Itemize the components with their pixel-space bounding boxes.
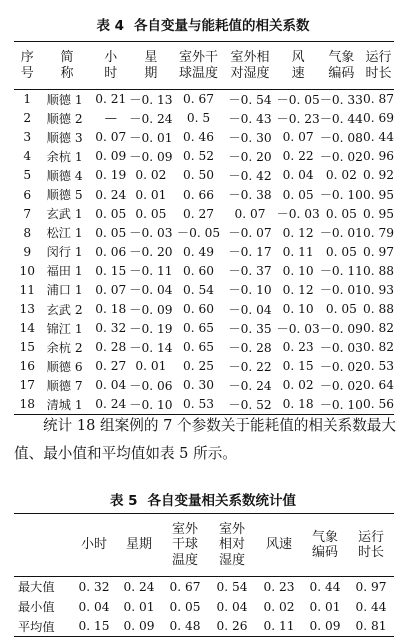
table4-header-text: 号 bbox=[20, 65, 34, 81]
table4-cell: 6 bbox=[23, 187, 32, 202]
table4-cell: 0. 07 bbox=[95, 130, 127, 145]
table5-cell: 0. 01 bbox=[309, 599, 341, 614]
table4-header-text: 星 bbox=[144, 50, 158, 65]
table4-cell: －0. 38 bbox=[228, 188, 272, 203]
table4-cell: 0. 46 bbox=[183, 130, 215, 145]
table4-cell: 0. 15 bbox=[95, 263, 127, 278]
table4-cell: 2 bbox=[23, 111, 32, 126]
table4-row bbox=[14, 376, 394, 395]
table5-cell: 0. 09 bbox=[309, 619, 341, 634]
table4-cell: －0. 20 bbox=[129, 245, 173, 260]
table5-header-text: 小时 bbox=[80, 537, 107, 553]
table4-cell: －0. 10 bbox=[228, 283, 272, 298]
table4-cell: 0. 05 bbox=[135, 206, 167, 221]
table4-cell: 0. 05 bbox=[325, 206, 357, 221]
table4-cell: －0. 01 bbox=[129, 130, 173, 145]
table4-cell: 0. 44 bbox=[362, 130, 394, 145]
table4-header-text: 对湿度 bbox=[230, 65, 270, 81]
table5-cell: 0. 01 bbox=[123, 599, 155, 614]
table4-cell: －0. 09 bbox=[319, 321, 363, 336]
table5-row bbox=[14, 577, 394, 597]
table4-cell: 顺德 3 bbox=[46, 130, 83, 145]
table4-cell: 0. 49 bbox=[183, 244, 215, 259]
table4-header-text: 编码 bbox=[328, 65, 355, 81]
table4-cell: 闵行 1 bbox=[46, 245, 83, 260]
table4-cell: －0. 03 bbox=[129, 226, 173, 241]
table5-cell: 0. 48 bbox=[169, 619, 201, 634]
table4-cell: 玄武 1 bbox=[46, 207, 83, 222]
table4-header-text: 室外干 bbox=[179, 50, 219, 65]
table5-cell: 0. 24 bbox=[123, 579, 155, 594]
table5-header-cell bbox=[162, 514, 208, 577]
table5-row bbox=[14, 597, 394, 617]
table5-cell: 0. 05 bbox=[169, 599, 201, 614]
table4-cell: 0. 24 bbox=[95, 187, 127, 202]
table5-cell: 0. 97 bbox=[355, 579, 387, 594]
table4-cell: 锦江 1 bbox=[46, 321, 83, 336]
table4-cell: －0. 11 bbox=[129, 264, 173, 279]
table4-cell: 0. 12 bbox=[282, 225, 314, 240]
table4-cell: 0. 69 bbox=[362, 111, 394, 126]
table4-row bbox=[14, 242, 394, 261]
table4-header-cell bbox=[277, 42, 320, 90]
table4-cell: 顺德 5 bbox=[46, 188, 83, 203]
table4-cell: －0. 02 bbox=[319, 149, 363, 164]
table4-cell: 0. 05 bbox=[95, 225, 127, 240]
table4-cell: 0. 02 bbox=[135, 168, 167, 183]
table4-cell: －0. 10 bbox=[319, 188, 363, 203]
table4-number: 表 4 bbox=[96, 18, 125, 34]
table5-header-cell bbox=[256, 514, 302, 577]
table5-number: 表 5 bbox=[109, 493, 138, 509]
table5-header-text: 运行 bbox=[357, 529, 384, 545]
table4-header-text: 序 bbox=[20, 50, 34, 65]
table4-cell: 0. 54 bbox=[183, 282, 215, 297]
table4-cell: －0. 01 bbox=[319, 226, 363, 241]
table4-cell: －0. 11 bbox=[319, 264, 363, 279]
table4-header-cell bbox=[128, 42, 173, 90]
table5-header-text: 干球 bbox=[171, 537, 198, 553]
table4-caption bbox=[0, 14, 406, 34]
table4-cell: －0. 35 bbox=[228, 321, 272, 336]
table4-header-cell bbox=[224, 42, 277, 90]
table4-row bbox=[14, 319, 394, 338]
table4-cell: 0. 27 bbox=[95, 359, 127, 374]
table4-row bbox=[14, 128, 394, 147]
table4-cell: －0. 09 bbox=[129, 149, 173, 164]
table5-cell: 0. 44 bbox=[309, 579, 341, 594]
table4-header-cell bbox=[93, 42, 128, 90]
table5-cell: 0. 67 bbox=[169, 579, 201, 594]
table4-cell: 18 bbox=[19, 397, 36, 412]
table4-cell: 14 bbox=[19, 321, 36, 336]
table4-cell: 0. 82 bbox=[362, 321, 394, 336]
table4-row bbox=[14, 90, 394, 109]
table5-cell: 平均值 bbox=[18, 619, 55, 634]
table4-cell: －0. 42 bbox=[228, 168, 272, 183]
table4-cell: －0. 44 bbox=[319, 111, 363, 126]
table4-header-text: 气象 bbox=[328, 50, 355, 65]
table4-cell: 0. 64 bbox=[362, 378, 394, 393]
table4-cell: 0. 05 bbox=[282, 187, 314, 202]
table4-cell: 0. 22 bbox=[282, 149, 314, 164]
table4-cell: 11 bbox=[19, 282, 36, 297]
table4-cell: －0. 03 bbox=[276, 321, 320, 336]
table4-cell: －0. 10 bbox=[319, 397, 363, 412]
table4-cell: 5 bbox=[23, 168, 32, 183]
table4-cell: －0. 06 bbox=[129, 378, 173, 393]
table4-cell: 0. 04 bbox=[95, 378, 127, 393]
table4-cell: 0. 95 bbox=[362, 187, 394, 202]
table4-cell: 0. 65 bbox=[183, 321, 215, 336]
table4-cell: 0. 52 bbox=[183, 149, 215, 164]
table4-cell: －0. 04 bbox=[228, 302, 272, 317]
table4-cell: 16 bbox=[19, 359, 36, 374]
table5-header-cell bbox=[348, 514, 394, 577]
table4-cell: －0. 05 bbox=[276, 92, 320, 107]
table4-cell: 0. 18 bbox=[282, 397, 314, 412]
table5-cell: 0. 32 bbox=[78, 579, 110, 594]
table4-cell: 0. 53 bbox=[183, 397, 215, 412]
table4-cell: 0. 15 bbox=[282, 359, 314, 374]
table5-cell: 最大值 bbox=[18, 580, 55, 595]
table5-cell: 最小值 bbox=[18, 600, 55, 614]
table4-cell: －0. 03 bbox=[276, 207, 320, 222]
table4-cell: 0. 60 bbox=[183, 302, 215, 317]
table4-cell: 4 bbox=[23, 149, 32, 164]
table4-cell: 0. 60 bbox=[183, 263, 215, 278]
table4-cell: －0. 24 bbox=[129, 111, 173, 126]
table4-cell: 0. 27 bbox=[183, 206, 215, 221]
table4-cell: －0. 28 bbox=[228, 340, 272, 355]
table4-cell: 0. 93 bbox=[362, 282, 394, 297]
table5-header-cell bbox=[72, 514, 116, 577]
table4-cell: 0. 88 bbox=[362, 302, 394, 317]
table4-cell: 清城 1 bbox=[46, 397, 83, 412]
table5-header-text: 时长 bbox=[357, 545, 384, 560]
table4-cell: 3 bbox=[23, 130, 32, 145]
table4-cell: －0. 01 bbox=[319, 283, 363, 298]
table4-row bbox=[14, 338, 394, 357]
table4-cell: 0. 67 bbox=[183, 92, 215, 107]
table4-cell: －0. 02 bbox=[319, 359, 363, 374]
table4-cell: 0. 82 bbox=[362, 340, 394, 355]
table5-cell: 0. 23 bbox=[263, 579, 295, 594]
table4-header-row bbox=[14, 42, 394, 90]
table4-cell: 9 bbox=[23, 244, 32, 259]
table5-cell: 0. 04 bbox=[78, 599, 110, 614]
table5-header-text: 湿度 bbox=[218, 552, 245, 568]
table4-cell: 0. 21 bbox=[95, 92, 127, 107]
table4-header-text: 称 bbox=[60, 65, 74, 81]
table4-cell: －0. 52 bbox=[228, 397, 272, 412]
table4-row bbox=[14, 204, 394, 223]
table4-cell: －0. 33 bbox=[319, 92, 363, 107]
table4-cell: －0. 54 bbox=[228, 92, 272, 107]
table5-header-cell bbox=[116, 514, 162, 577]
table4-row bbox=[14, 109, 394, 128]
table4-row bbox=[14, 147, 394, 166]
table4-cell: 0. 92 bbox=[362, 168, 394, 183]
table4-row bbox=[14, 300, 394, 319]
table4-row bbox=[14, 166, 394, 185]
table4-header-cell bbox=[174, 42, 224, 90]
table4-header-cell bbox=[14, 42, 41, 90]
table4-cell: －0. 09 bbox=[129, 302, 173, 317]
table4-cell: －0. 13 bbox=[129, 92, 173, 107]
table4-cell: 余杭 2 bbox=[46, 340, 83, 355]
table4-cell: 1 bbox=[23, 92, 32, 107]
table4-cell: 0. 32 bbox=[95, 321, 127, 336]
table4-cell: 0. 05 bbox=[95, 206, 127, 221]
table4-header-text: 速 bbox=[291, 65, 305, 81]
table4-cell: －0. 03 bbox=[319, 340, 363, 355]
table4-cell: －0. 22 bbox=[228, 359, 272, 374]
table4-row bbox=[14, 223, 394, 242]
table4-cell: －0. 08 bbox=[319, 130, 363, 145]
table4-cell: 8 bbox=[23, 225, 32, 240]
table4-cell: －0. 19 bbox=[129, 321, 173, 336]
table4-header-text: 室外相 bbox=[230, 50, 270, 65]
table4-cell: 0. 07 bbox=[234, 206, 266, 221]
table4-cell: 0. 06 bbox=[95, 244, 127, 259]
table5-header-text: 室外 bbox=[218, 521, 245, 537]
table4-cell: 0. 65 bbox=[183, 340, 215, 355]
table4-cell: 15 bbox=[19, 340, 36, 355]
table4-header-text: 球温度 bbox=[179, 65, 219, 81]
table4-cell: 0. 95 bbox=[362, 206, 394, 221]
table5-header-text: 编码 bbox=[311, 545, 338, 560]
table4-cell: 福田 1 bbox=[46, 264, 83, 279]
table4-cell: 0. 05 bbox=[325, 244, 357, 259]
table4-cell: 0. 18 bbox=[95, 302, 127, 317]
table5-header-text: 温度 bbox=[171, 552, 198, 568]
table4-cell: －0. 43 bbox=[228, 111, 272, 126]
table5-header-cell bbox=[208, 514, 256, 577]
table5-header-text: 星期 bbox=[125, 537, 152, 553]
table4-header-text: 小 bbox=[104, 50, 118, 65]
table4-cell: －0. 30 bbox=[228, 130, 272, 145]
table4-cell: －0. 23 bbox=[276, 111, 320, 126]
table4-cell: －0. 37 bbox=[228, 264, 272, 279]
table4-cell: 0. 96 bbox=[362, 149, 394, 164]
table4-cell: 0. 01 bbox=[135, 187, 167, 202]
table4-cell: 顺德 6 bbox=[46, 359, 83, 374]
table4-cell: 顺德 4 bbox=[46, 168, 83, 183]
table4-cell: 顺德 1 bbox=[46, 92, 83, 107]
table4-cell: 0. 02 bbox=[282, 378, 314, 393]
table5-cell: 0. 02 bbox=[263, 599, 295, 614]
table5-cell: 0. 54 bbox=[216, 579, 248, 594]
table5-cell: 0. 11 bbox=[263, 619, 295, 634]
body-paragraph: 统计 18 组案例的 7 个参数关于能耗值的相关系数最大值、最小值和平均值如表 5 所示。 bbox=[14, 417, 396, 462]
table4-header-text: 期 bbox=[144, 65, 158, 81]
table5-cell: 0. 09 bbox=[123, 619, 155, 634]
table5-title: 各自变量相关系数统计值 bbox=[147, 493, 297, 509]
table4-cell: 0. 10 bbox=[282, 263, 314, 278]
table4-header-text: 运行 bbox=[365, 50, 392, 65]
table4-cell: 0. 79 bbox=[362, 225, 394, 240]
table5-header-row bbox=[14, 514, 394, 577]
table4-cell: －0. 02 bbox=[319, 378, 363, 393]
table5-caption bbox=[0, 489, 406, 509]
table4-cell: — bbox=[104, 111, 117, 126]
table4-cell: －0. 14 bbox=[129, 340, 173, 355]
table4-cell: 0. 5 bbox=[186, 111, 211, 126]
table4-cell: 顺德 7 bbox=[46, 378, 83, 393]
table4-cell: 余杭 1 bbox=[46, 149, 83, 164]
table4-cell: 0. 56 bbox=[362, 397, 394, 412]
table4-cell: 0. 02 bbox=[325, 168, 357, 183]
table5-cell: 0. 15 bbox=[78, 619, 110, 634]
table4-header-text: 时长 bbox=[365, 65, 392, 81]
table4-cell: 玄武 2 bbox=[46, 302, 83, 317]
table4-cell: 0. 66 bbox=[183, 187, 215, 202]
table4-cell: 0. 11 bbox=[282, 244, 314, 259]
table4-cell: 0. 23 bbox=[282, 340, 314, 355]
table4-cell: 0. 25 bbox=[183, 359, 215, 374]
table4-title: 各自变量与能耗值的相关系数 bbox=[134, 18, 310, 34]
table4-cell: 7 bbox=[23, 206, 32, 221]
table4-cell: 0. 12 bbox=[282, 282, 314, 297]
table4-row bbox=[14, 357, 394, 376]
table5-cell: 0. 44 bbox=[355, 599, 387, 614]
table5-body bbox=[14, 577, 394, 637]
table5-header-text: 相对 bbox=[218, 537, 245, 553]
table4-cell: －0. 07 bbox=[228, 226, 272, 241]
table4-cell: －0. 20 bbox=[228, 149, 272, 164]
table4-row bbox=[14, 261, 394, 280]
table4-row bbox=[14, 185, 394, 204]
table5-header-cell bbox=[302, 514, 348, 577]
table4-cell: －0. 24 bbox=[228, 378, 272, 393]
table4-cell: 13 bbox=[19, 302, 36, 317]
table4-cell: 0. 19 bbox=[95, 168, 127, 183]
table5-cell: 0. 81 bbox=[355, 619, 387, 634]
table4-cell: 0. 24 bbox=[95, 397, 127, 412]
table4-cell: 浦口 1 bbox=[46, 283, 83, 298]
table5-cell: 0. 04 bbox=[216, 599, 248, 614]
table4-cell: 0. 30 bbox=[183, 378, 215, 393]
table4-cell: －0. 17 bbox=[228, 245, 272, 260]
table4-body bbox=[14, 90, 394, 415]
table4-cell: 17 bbox=[19, 378, 36, 393]
table4-cell: 0. 04 bbox=[282, 168, 314, 183]
table4-cell: 0. 09 bbox=[95, 149, 127, 164]
table4-header-cell bbox=[320, 42, 363, 90]
table5-header-text: 气象 bbox=[311, 529, 338, 545]
table4-cell: 0. 05 bbox=[325, 302, 357, 317]
table5 bbox=[14, 513, 394, 637]
table4-header-cell bbox=[41, 42, 94, 90]
table4-header-text: 时 bbox=[104, 65, 118, 81]
table5-header-text: 风速 bbox=[265, 537, 292, 553]
table4-header-text: 风 bbox=[291, 50, 305, 65]
table4-header-cell bbox=[363, 42, 394, 90]
table4-cell: －0. 04 bbox=[129, 283, 173, 298]
table4-cell: －0. 10 bbox=[129, 397, 173, 412]
table4-cell: 0. 07 bbox=[95, 282, 127, 297]
table4-cell: －0. 05 bbox=[176, 226, 221, 241]
table4-cell: 0. 07 bbox=[282, 130, 314, 145]
table4-cell: 0. 53 bbox=[362, 359, 394, 374]
table5-row bbox=[14, 617, 394, 637]
table4-header-text: 简 bbox=[60, 50, 74, 65]
table4-cell: 0. 88 bbox=[362, 263, 394, 278]
table4-cell: 0. 28 bbox=[95, 340, 127, 355]
table5-header-cell bbox=[14, 514, 72, 577]
table5-header-text: 室外 bbox=[171, 521, 198, 537]
table4-cell: 10 bbox=[19, 263, 36, 278]
table4-cell: 0. 97 bbox=[362, 244, 394, 259]
table4-cell: 松江 1 bbox=[46, 226, 83, 241]
table4-cell: 0. 50 bbox=[183, 168, 215, 183]
table4-cell: 0. 87 bbox=[362, 92, 394, 107]
table4-row bbox=[14, 280, 394, 299]
table4 bbox=[14, 41, 394, 415]
table5-cell: 0. 26 bbox=[216, 619, 248, 634]
table4-cell: 0. 01 bbox=[135, 359, 167, 374]
table4-cell: 顺德 2 bbox=[46, 111, 83, 126]
table4-cell: 0. 10 bbox=[282, 302, 314, 317]
